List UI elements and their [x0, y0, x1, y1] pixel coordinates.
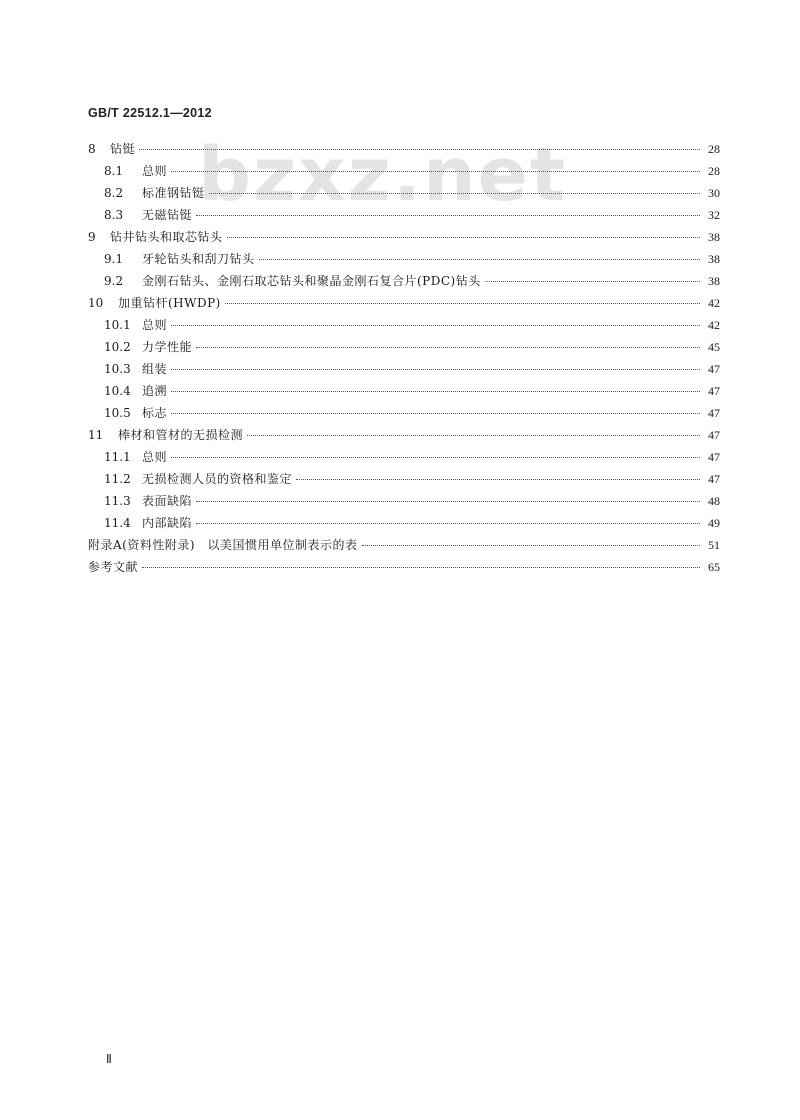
toc-entry-number: 10.5 [104, 406, 131, 420]
toc-entry-title: 金刚石钻头、金刚石取芯钻头和聚晶金刚石复合片(PDC)钻头 [142, 274, 481, 288]
toc-entry-title: 参考文献 [88, 560, 139, 574]
toc-entry-number: 11.4 [104, 516, 131, 530]
dot-leader [139, 149, 700, 150]
dot-leader [196, 523, 700, 524]
document-code: GB/T 22512.1—2012 [88, 106, 212, 120]
toc-entry-title: 总则 [142, 164, 168, 178]
toc-entry-title: 总则 [142, 318, 168, 332]
toc-entry[interactable] [88, 426, 720, 448]
toc-entry-number: 9.1 [104, 252, 124, 266]
toc-entry-number: 10.2 [104, 340, 131, 354]
dot-leader [247, 435, 700, 436]
dot-leader [171, 413, 700, 414]
dot-leader [171, 369, 700, 370]
toc-entry-title: 钻井钻头和取芯钻头 [110, 230, 223, 244]
toc-entry-page: 28 [708, 164, 720, 178]
toc-entry-page: 38 [708, 274, 720, 288]
toc-entry[interactable] [88, 338, 720, 360]
toc-entry-number: 8.3 [104, 208, 124, 222]
toc-entry[interactable] [88, 448, 720, 470]
toc-entry[interactable] [88, 294, 720, 316]
page-number: Ⅱ [106, 1052, 112, 1066]
toc-entry-title: 追溯 [142, 384, 168, 398]
dot-leader [171, 171, 700, 172]
dot-leader [171, 325, 700, 326]
toc-entry-title: 标准钢钻铤 [142, 186, 205, 200]
toc-entry-title: 加重钻杆(HWDP) [118, 296, 221, 310]
dot-leader [142, 567, 700, 568]
toc-entry-page: 51 [708, 538, 720, 552]
toc-entry-number: 10.3 [104, 362, 131, 376]
toc-entry-title: 总则 [142, 450, 168, 464]
toc-entry-number: 10.1 [104, 318, 131, 332]
toc-entry-title: 力学性能 [142, 340, 193, 354]
toc-entry-number: 10.4 [104, 384, 131, 398]
toc-entry-number: 11 [88, 428, 104, 442]
dot-leader [296, 479, 700, 480]
dot-leader [196, 215, 700, 216]
toc-entry-title: 附录A(资料性附录) 以美国惯用单位制表示的表 [88, 538, 358, 552]
toc-entry[interactable] [88, 492, 720, 514]
toc-entry-title: 表面缺陷 [142, 494, 193, 508]
toc-entry[interactable] [88, 360, 720, 382]
dot-leader [171, 457, 700, 458]
toc-entry-title: 无损检测人员的资格和鉴定 [142, 472, 293, 486]
toc-entry-page: 47 [708, 384, 720, 398]
toc-entry-page: 45 [708, 340, 720, 354]
dot-leader [362, 545, 700, 546]
dot-leader [196, 347, 700, 348]
dot-leader [209, 193, 700, 194]
toc-entry[interactable] [88, 470, 720, 492]
toc-entry[interactable] [88, 536, 720, 558]
toc-entry[interactable] [88, 316, 720, 338]
toc-entry[interactable] [88, 228, 720, 250]
dot-leader [259, 259, 700, 260]
toc-entry-number: 8.2 [104, 186, 124, 200]
toc-entry-number: 11.3 [104, 494, 131, 508]
toc-entry-page: 47 [708, 362, 720, 376]
toc-entry-page: 47 [708, 472, 720, 486]
toc-entry-page: 38 [708, 252, 720, 266]
toc-entry-title: 钻铤 [110, 142, 136, 156]
toc-entry-page: 48 [708, 494, 720, 508]
toc-entry[interactable] [88, 272, 720, 294]
toc-entry[interactable] [88, 184, 720, 206]
toc-entry[interactable] [88, 206, 720, 228]
toc-entry-title: 标志 [142, 406, 168, 420]
dot-leader [227, 237, 700, 238]
toc-entry-number: 8 [88, 142, 96, 156]
toc-entry-title: 组装 [142, 362, 168, 376]
toc-entry-title: 棒材和管材的无损检测 [118, 428, 244, 442]
toc-entry-page: 42 [708, 318, 720, 332]
toc-entry-page: 65 [708, 560, 720, 574]
toc-entry-page: 32 [708, 208, 720, 222]
toc-entry-page: 47 [708, 428, 720, 442]
toc-entry[interactable] [88, 382, 720, 404]
toc-entry[interactable] [88, 162, 720, 184]
toc-entry-number: 10 [88, 296, 104, 310]
toc-entry-title: 牙轮钻头和刮刀钻头 [142, 252, 255, 266]
toc-entry-number: 8.1 [104, 164, 124, 178]
toc-entry-page: 47 [708, 450, 720, 464]
toc-entry[interactable] [88, 558, 720, 580]
toc-entry-page: 49 [708, 516, 720, 530]
dot-leader [171, 391, 700, 392]
toc-entry-number: 9 [88, 230, 96, 244]
dot-leader [225, 303, 700, 304]
toc-entry-page: 42 [708, 296, 720, 310]
toc-entry-number: 9.2 [104, 274, 124, 288]
table-of-contents [88, 140, 720, 580]
toc-entry-page: 28 [708, 142, 720, 156]
toc-entry-title: 无磁钻铤 [142, 208, 193, 222]
dot-leader [196, 501, 700, 502]
toc-entry-title: 内部缺陷 [142, 516, 193, 530]
toc-entry[interactable] [88, 250, 720, 272]
toc-entry[interactable] [88, 140, 720, 162]
toc-entry-number: 11.1 [104, 450, 131, 464]
watermark: bzxz.net [198, 132, 568, 218]
toc-entry-number: 11.2 [104, 472, 131, 486]
toc-entry[interactable] [88, 514, 720, 536]
toc-entry-page: 30 [708, 186, 720, 200]
dot-leader [485, 281, 700, 282]
toc-entry-page: 47 [708, 406, 720, 420]
toc-entry-page: 38 [708, 230, 720, 244]
toc-entry[interactable] [88, 404, 720, 426]
